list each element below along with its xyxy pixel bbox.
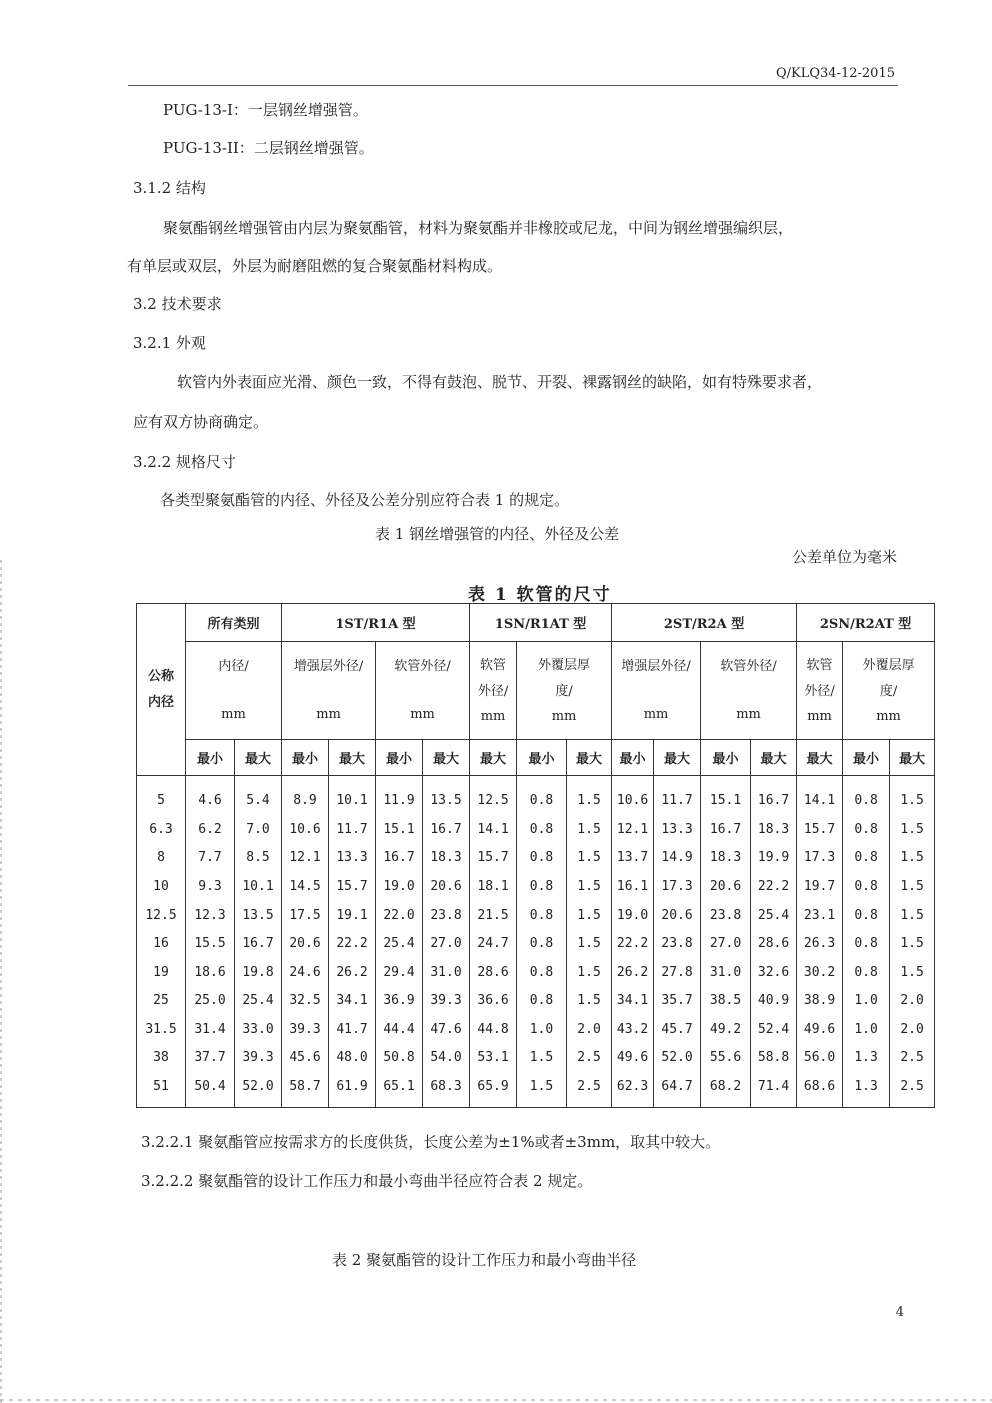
- header-min: 最小: [612, 740, 654, 776]
- table-cell: 28.6: [751, 929, 797, 958]
- table-cell: 31.0: [423, 958, 470, 987]
- table-row: [137, 986, 935, 1015]
- table-cell: 30.2: [797, 958, 843, 987]
- header-group-1sn: 1SN/R1AT 型: [470, 604, 612, 642]
- table-cell: 27.0: [701, 929, 751, 958]
- nominal-bore-cell: 25: [137, 986, 186, 1015]
- table-cell: 16.7: [376, 844, 423, 873]
- table-cell: 58.8: [751, 1044, 797, 1073]
- table-cell: 0.8: [517, 958, 567, 987]
- table-cell: 49.6: [797, 1015, 843, 1044]
- table-cell: 25.4: [376, 929, 423, 958]
- header-unit-mm: mm: [736, 706, 761, 722]
- header-group-1st: 1ST/R1A 型: [282, 604, 470, 642]
- table-row: [137, 844, 935, 873]
- section-heading-312: 3.1.2 结构: [133, 179, 206, 197]
- table2-caption: 表 2 聚氨酯管的设计工作压力和最小弯曲半径: [332, 1251, 637, 1269]
- table-cell: 14.9: [654, 844, 701, 873]
- table-cell: 1.5: [517, 1072, 567, 1107]
- table-cell: 12.3: [186, 901, 235, 930]
- table-cell: 52.0: [654, 1044, 701, 1073]
- table-cell: 7.0: [235, 815, 282, 844]
- paragraph-pressure-radius: 3.2.2.2 聚氨酯管的设计工作压力和最小弯曲半径应符合表 2 规定。: [141, 1172, 593, 1190]
- table-cell: 16.7: [751, 776, 797, 816]
- header-min: 最小: [701, 740, 751, 776]
- table-cell: 45.6: [282, 1044, 329, 1073]
- table-cell: 11.7: [329, 815, 376, 844]
- table-cell: 0.8: [843, 844, 890, 873]
- table-cell: 2.0: [890, 1015, 935, 1044]
- table-cell: 16.1: [612, 872, 654, 901]
- table-cell: 2.5: [890, 1072, 935, 1107]
- table-cell: 27.0: [423, 929, 470, 958]
- table-cell: 5.4: [235, 776, 282, 816]
- table-cell: 8.5: [235, 844, 282, 873]
- table-cell: 34.1: [612, 986, 654, 1015]
- paragraph-appearance-2: 应有双方协商确定。: [133, 413, 269, 431]
- table-cell: 2.5: [567, 1072, 612, 1107]
- table-cell: 13.5: [235, 901, 282, 930]
- header-max: 最大: [751, 740, 797, 776]
- table-cell: 2.0: [567, 1015, 612, 1044]
- table-cell: 20.6: [282, 929, 329, 958]
- table-cell: 0.8: [843, 872, 890, 901]
- table-cell: 47.6: [423, 1015, 470, 1044]
- table-cell: 0.8: [843, 901, 890, 930]
- table-cell: 8.9: [282, 776, 329, 816]
- header-unit-mm: mm: [551, 708, 577, 724]
- table-cell: 2.5: [890, 1044, 935, 1073]
- scan-edge-artifact: [0, 560, 2, 1403]
- table-cell: 26.3: [797, 929, 843, 958]
- table-cell: 7.7: [186, 844, 235, 873]
- table-cell: 50.4: [186, 1072, 235, 1107]
- table-cell: 26.2: [612, 958, 654, 987]
- table-cell: 71.4: [751, 1072, 797, 1107]
- table-cell: 0.8: [843, 958, 890, 987]
- header-nominal-bore: 公称内径: [137, 604, 186, 776]
- table-cell: 41.7: [329, 1015, 376, 1044]
- table-cell: 16.7: [701, 815, 751, 844]
- table-cell: 32.6: [751, 958, 797, 987]
- table-cell: 17.5: [282, 901, 329, 930]
- header-min-max-row: [137, 740, 935, 776]
- nominal-bore-cell: 19: [137, 958, 186, 987]
- table-cell: 18.6: [186, 958, 235, 987]
- table-cell: 62.3: [612, 1072, 654, 1107]
- table-cell: 1.0: [843, 1015, 890, 1044]
- paragraph-dimensions: 各类型聚氨酯管的内径、外径及公差分别应符合表 1 的规定。: [160, 491, 570, 509]
- table-cell: 65.9: [470, 1072, 517, 1107]
- table-cell: 12.1: [612, 815, 654, 844]
- table-cell: 55.6: [701, 1044, 751, 1073]
- table-cell: 20.6: [654, 901, 701, 930]
- header-max: 最大: [423, 740, 470, 776]
- nominal-bore-cell: 38: [137, 1044, 186, 1073]
- table-cell: 49.2: [701, 1015, 751, 1044]
- table-cell: 68.6: [797, 1072, 843, 1107]
- header-group-2st: 2ST/R2A 型: [612, 604, 797, 642]
- header-max: 最大: [567, 740, 612, 776]
- header-reinforcement-od-2st: [612, 642, 701, 740]
- table-cell: 14.1: [470, 815, 517, 844]
- table-cell: 58.7: [282, 1072, 329, 1107]
- table-cell: 1.3: [843, 1044, 890, 1073]
- table-cell: 38.5: [701, 986, 751, 1015]
- table-cell: 39.3: [282, 1015, 329, 1044]
- unit-note: 公差单位为毫米: [791, 548, 897, 566]
- table-cell: 1.5: [890, 872, 935, 901]
- header-unit-mm: mm: [480, 708, 506, 724]
- header-max: 最大: [470, 740, 517, 776]
- table-cell: 2.0: [890, 986, 935, 1015]
- table-cell: 0.8: [843, 776, 890, 816]
- table-cell: 1.5: [567, 776, 612, 816]
- table-cell: 15.1: [701, 776, 751, 816]
- table-cell: 1.5: [567, 844, 612, 873]
- table-cell: 43.2: [612, 1015, 654, 1044]
- table-cell: 20.6: [423, 872, 470, 901]
- table-cell: 61.9: [329, 1072, 376, 1107]
- table-cell: 28.6: [470, 958, 517, 987]
- page-number: 4: [895, 1305, 904, 1320]
- table-cell: 0.8: [843, 815, 890, 844]
- table-cell: 12.1: [282, 844, 329, 873]
- table1-caption: 表 1 钢丝增强管的内径、外径及公差: [375, 525, 620, 543]
- table-cell: 34.1: [329, 986, 376, 1015]
- table-cell: 19.8: [235, 958, 282, 987]
- header-unit-mm: mm: [876, 708, 901, 724]
- table-cell: 13.3: [329, 844, 376, 873]
- table-cell: 68.3: [423, 1072, 470, 1107]
- table-cell: 23.8: [701, 901, 751, 930]
- table-cell: 48.0: [329, 1044, 376, 1073]
- header-group-2sn: 2SN/R2AT 型: [797, 604, 935, 642]
- table-cell: 17.3: [654, 872, 701, 901]
- table-cell: 17.3: [797, 844, 843, 873]
- table-cell: 15.7: [329, 872, 376, 901]
- nominal-bore-cell: 51: [137, 1072, 186, 1107]
- table-cell: 52.4: [751, 1015, 797, 1044]
- nominal-bore-cell: 6.3: [137, 815, 186, 844]
- table-cell: 16.7: [235, 929, 282, 958]
- table-cell: 0.8: [517, 901, 567, 930]
- table-cell: 22.0: [376, 901, 423, 930]
- header-min: 最小: [186, 740, 235, 776]
- table-cell: 23.8: [654, 929, 701, 958]
- table-cell: 25.4: [751, 901, 797, 930]
- table-cell: 10.1: [329, 776, 376, 816]
- header-hose-od-2sn-label: 软管外径/: [804, 657, 835, 699]
- nominal-bore-cell: 31.5: [137, 1015, 186, 1044]
- header-hose-od-2st-label: 软管外径/: [720, 658, 777, 674]
- header-reinforcement-od-2st-label: 增强层外径/: [621, 658, 691, 674]
- table-cell: 1.5: [567, 929, 612, 958]
- table-cell: 26.2: [329, 958, 376, 987]
- paragraph-appearance-1: 软管内外表面应光滑、颜色一致，不得有鼓泡、脱节、开裂、裸露钢丝的缺陷，如有特殊要求者，: [177, 373, 823, 391]
- header-hose-od-1sn: [470, 642, 517, 740]
- header-hose-od-1sn-label: 软管外径/: [477, 657, 509, 699]
- table-cell: 0.8: [843, 929, 890, 958]
- header-min: 最小: [376, 740, 423, 776]
- table-cell: 52.0: [235, 1072, 282, 1107]
- table-cell: 49.6: [612, 1044, 654, 1073]
- document-code: Q/KLQ34-12-2015: [776, 66, 895, 81]
- paragraph-structure-2: 有单层或双层，外层为耐磨阻燃的复合聚氨酯材料构成。: [127, 257, 503, 275]
- table-cell: 1.5: [890, 958, 935, 987]
- table-cell: 14.5: [282, 872, 329, 901]
- table-cell: 64.7: [654, 1072, 701, 1107]
- table-row: [137, 1015, 935, 1044]
- header-inner-diameter: [186, 642, 282, 740]
- table-cell: 23.8: [423, 901, 470, 930]
- table-cell: 56.0: [797, 1044, 843, 1073]
- table-cell: 0.8: [517, 776, 567, 816]
- table-cell: 15.7: [797, 815, 843, 844]
- section-heading-32: 3.2 技术要求: [133, 295, 222, 313]
- table-cell: 22.2: [329, 929, 376, 958]
- header-hose-od-2st: [701, 642, 797, 740]
- table-cell: 4.6: [186, 776, 235, 816]
- table-cell: 65.1: [376, 1072, 423, 1107]
- table-row: [137, 872, 935, 901]
- header-cover-thickness-1sn-label: 外覆层厚度/: [538, 657, 591, 699]
- table-cell: 19.0: [612, 901, 654, 930]
- table-cell: 1.5: [567, 872, 612, 901]
- header-group-all: 所有类别: [186, 604, 282, 642]
- table-cell: 1.5: [890, 901, 935, 930]
- table-cell: 33.0: [235, 1015, 282, 1044]
- table-cell: 21.5: [470, 901, 517, 930]
- hose-dimensions-table: [136, 603, 935, 1108]
- nominal-bore-cell: 10: [137, 872, 186, 901]
- table-cell: 14.1: [797, 776, 843, 816]
- table-cell: 31.0: [701, 958, 751, 987]
- table-cell: 11.7: [654, 776, 701, 816]
- table-cell: 38.9: [797, 986, 843, 1015]
- table-cell: 1.5: [890, 776, 935, 816]
- table-row: [137, 901, 935, 930]
- header-unit-mm: mm: [410, 706, 435, 722]
- table-cell: 1.5: [890, 844, 935, 873]
- header-hose-od-1st-label: 软管外径/: [394, 658, 451, 674]
- table-cell: 9.3: [186, 872, 235, 901]
- table-cell: 20.6: [701, 872, 751, 901]
- table-cell: 18.3: [423, 844, 470, 873]
- table-cell: 0.8: [517, 986, 567, 1015]
- header-cover-thickness-1sn: [517, 642, 612, 740]
- table-cell: 1.5: [890, 929, 935, 958]
- table-cell: 16.7: [423, 815, 470, 844]
- table-cell: 19.9: [751, 844, 797, 873]
- header-unit-mm: mm: [643, 706, 669, 722]
- table-cell: 19.7: [797, 872, 843, 901]
- table-cell: 1.0: [843, 986, 890, 1015]
- table-cell: 18.1: [470, 872, 517, 901]
- table-cell: 2.5: [567, 1044, 612, 1073]
- table-cell: 1.5: [567, 901, 612, 930]
- header-min: 最小: [282, 740, 329, 776]
- table-cell: 1.5: [517, 1044, 567, 1073]
- header-min: 最小: [517, 740, 567, 776]
- header-max: 最大: [797, 740, 843, 776]
- header-unit-mm: mm: [316, 706, 341, 722]
- paragraph-structure-1: 聚氨酯钢丝增强管由内层为聚氨酯管，材料为聚氨酯并非橡胶或尼龙，中间为钢丝增强编织层，: [163, 219, 794, 237]
- table-row: [137, 929, 935, 958]
- table-cell: 24.7: [470, 929, 517, 958]
- table-row: [137, 815, 935, 844]
- table-cell: 23.1: [797, 901, 843, 930]
- table-cell: 15.7: [470, 844, 517, 873]
- nominal-bore-cell: 12.5: [137, 901, 186, 930]
- header-inner-diameter-label: 内径/: [218, 658, 249, 674]
- table-cell: 15.1: [376, 815, 423, 844]
- type-line-1: PUG-13-I：一层钢丝增强管。: [163, 101, 368, 119]
- table-cell: 68.2: [701, 1072, 751, 1107]
- table-cell: 19.0: [376, 872, 423, 901]
- table-cell: 54.0: [423, 1044, 470, 1073]
- scan-bottom-artifact: [0, 1399, 992, 1401]
- table-cell: 35.7: [654, 986, 701, 1015]
- table-cell: 25.4: [235, 986, 282, 1015]
- table-row: [137, 958, 935, 987]
- table-cell: 0.8: [517, 815, 567, 844]
- table-cell: 44.4: [376, 1015, 423, 1044]
- table-row: [137, 776, 935, 816]
- type-line-2: PUG-13-II：二层钢丝增强管。: [163, 139, 374, 157]
- header-cover-thickness-2sn: [843, 642, 935, 740]
- nominal-bore-cell: 16: [137, 929, 186, 958]
- table-cell: 11.9: [376, 776, 423, 816]
- table-cell: 22.2: [751, 872, 797, 901]
- table-cell: 12.5: [470, 776, 517, 816]
- table-cell: 0.8: [517, 844, 567, 873]
- table-cell: 36.9: [376, 986, 423, 1015]
- table-cell: 0.8: [517, 872, 567, 901]
- header-max: 最大: [890, 740, 935, 776]
- table-cell: 6.2: [186, 815, 235, 844]
- table-cell: 40.9: [751, 986, 797, 1015]
- table-cell: 29.4: [376, 958, 423, 987]
- table-cell: 1.5: [567, 958, 612, 987]
- section-heading-321: 3.2.1 外观: [133, 334, 206, 352]
- header-hose-od-2sn: [797, 642, 843, 740]
- nominal-bore-cell: 8: [137, 844, 186, 873]
- header-max: 最大: [235, 740, 282, 776]
- table-cell: 10.6: [282, 815, 329, 844]
- table-cell: 18.3: [751, 815, 797, 844]
- table-cell: 10.1: [235, 872, 282, 901]
- header-unit-mm: mm: [221, 706, 246, 722]
- table-cell: 37.7: [186, 1044, 235, 1073]
- table-cell: 18.3: [701, 844, 751, 873]
- header-max: 最大: [329, 740, 376, 776]
- header-rule: [128, 85, 898, 86]
- table-cell: 44.8: [470, 1015, 517, 1044]
- table-cell: 1.3: [843, 1072, 890, 1107]
- table-cell: 1.0: [517, 1015, 567, 1044]
- table-cell: 53.1: [470, 1044, 517, 1073]
- table-cell: 1.5: [890, 815, 935, 844]
- header-unit-mm: mm: [807, 708, 832, 724]
- table-cell: 1.5: [567, 815, 612, 844]
- table-row: [137, 1072, 935, 1107]
- header-cover-thickness-2sn-label: 外覆层厚度/: [862, 657, 915, 699]
- table-cell: 50.8: [376, 1044, 423, 1073]
- header-hose-od-1st: [376, 642, 470, 740]
- table-cell: 32.5: [282, 986, 329, 1015]
- table-cell: 10.6: [612, 776, 654, 816]
- table-cell: 31.4: [186, 1015, 235, 1044]
- table-cell: 1.5: [567, 986, 612, 1015]
- table-cell: 39.3: [423, 986, 470, 1015]
- table-cell: 39.3: [235, 1044, 282, 1073]
- header-reinforcement-od-1st-label: 增强层外径/: [293, 658, 364, 674]
- header-min: 最小: [843, 740, 890, 776]
- section-heading-322: 3.2.2 规格尺寸: [133, 453, 236, 471]
- nominal-bore-cell: 5: [137, 776, 186, 816]
- table-cell: 25.0: [186, 986, 235, 1015]
- table-cell: 24.6: [282, 958, 329, 987]
- table-cell: 13.5: [423, 776, 470, 816]
- table-cell: 13.7: [612, 844, 654, 873]
- table-cell: 15.5: [186, 929, 235, 958]
- table-cell: 27.8: [654, 958, 701, 987]
- paragraph-length-tolerance: 3.2.2.1 聚氨酯管应按需求方的长度供货，长度公差为±1%或者±3mm，取其中较大。: [141, 1133, 721, 1151]
- header-max: 最大: [654, 740, 701, 776]
- table1-title: 表 1 软管的尺寸: [468, 585, 612, 605]
- header-reinforcement-od-1st: [282, 642, 376, 740]
- table-cell: 36.6: [470, 986, 517, 1015]
- table-cell: 19.1: [329, 901, 376, 930]
- table-cell: 45.7: [654, 1015, 701, 1044]
- table-cell: 13.3: [654, 815, 701, 844]
- table-cell: 0.8: [517, 929, 567, 958]
- table-row: [137, 1044, 935, 1073]
- table-cell: 22.2: [612, 929, 654, 958]
